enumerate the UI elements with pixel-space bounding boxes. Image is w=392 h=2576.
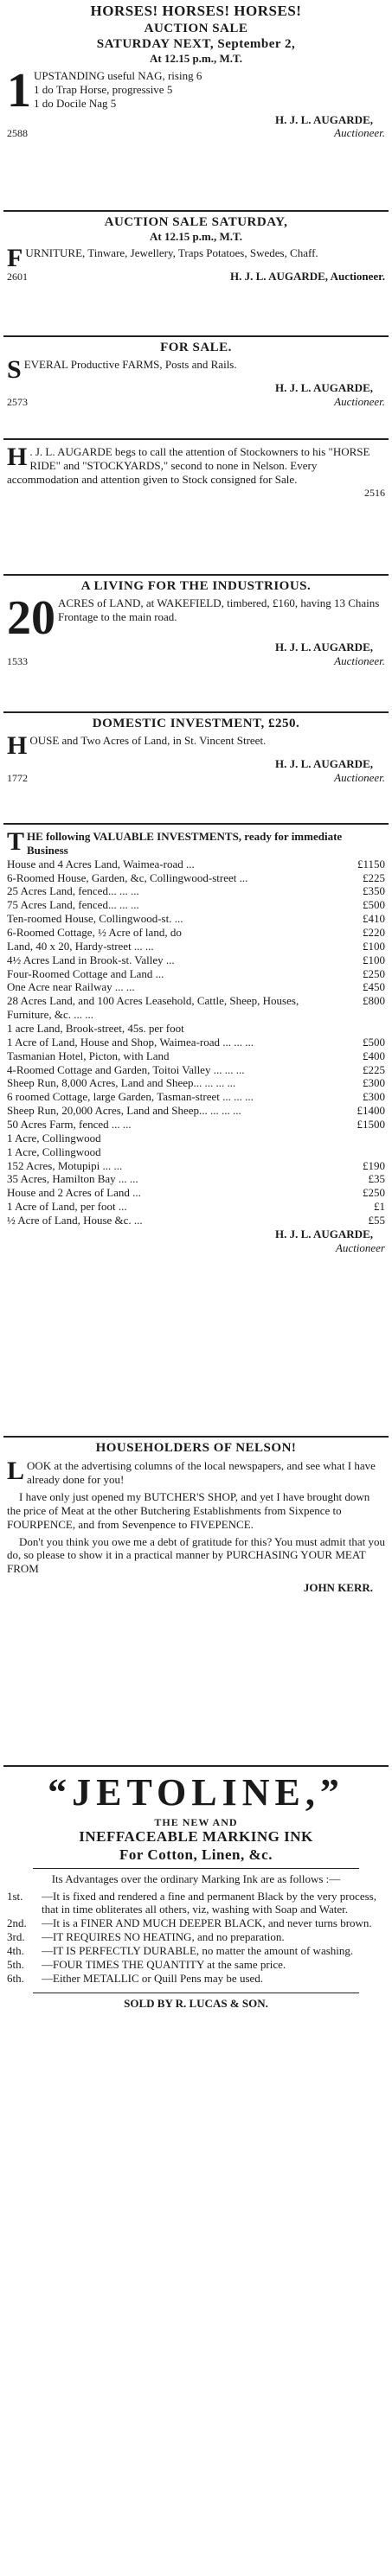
investment-description: 50 Acres Farm, fenced ... ... [7,1118,132,1132]
investment-description: Ten-roomed House, Collingwood-st. ... [7,912,183,926]
investment-price: £800 [363,994,385,1008]
ad-householders-of-nelson [0,1438,392,1765]
ad-text: EVERAL Productive FARMS, Posts and Rails. [23,358,237,372]
investment-description: 28 Acres Land, and 100 Acres Leasehold, Cattle, Sheep, Houses, Furniture, &c. ... ... [7,994,299,1022]
investment-price: £410 [363,912,385,926]
ad-text: URNITURE, Tinware, Jewellery, Traps Potatoes, Swedes, Chaff. [25,246,318,260]
investment-price: £500 [363,898,385,912]
investment-description: House and 4 Acres Land, Waimea-road ... [7,857,195,870]
investment-price: £250 [363,1186,385,1200]
investment-description: 1 Acre of Land, House and Shop, Waimea-road ... ... ... [7,1035,254,1049]
ad-auctioneer: H. J. L. AUGARDE, [274,1227,373,1240]
investment-description: 1 Acre of Land, per foot ... [7,1200,127,1214]
ad-auctioneer: H. J. L. AUGARDE, [274,640,373,654]
investment-price: £220 [363,926,385,940]
feature-ordinal: 4th. [7,1944,24,1958]
investment-description: Four-Roomed Cottage and Land ... [7,966,164,980]
ad-time-line: At 12.15 p.m., M.T. [149,230,242,244]
drop-cap: F [7,244,23,273]
ad-number: 2573 [7,396,28,409]
feature-list [7,1890,385,1986]
feature-item [7,1890,385,1917]
ad-title: FOR SALE. [160,341,232,354]
ad-title: AUCTION SALE [144,21,248,35]
ad-time-line: At 12.15 p.m., M.T. [149,52,242,66]
ad-auctioneer: H. J. L. AUGARDE, [274,112,373,126]
investment-price [344,1022,385,1036]
ad-subtitle: THE NEW AND [154,1815,238,1828]
investment-price [344,1132,385,1145]
divider [33,1868,359,1869]
ad-intro: HE following VALUABLE INVESTMENTS, ready for immediate Business [27,830,343,857]
investment-price: £100 [363,939,385,953]
investment-description: 4½ Acres Land in Brook-st. Valley ... [7,953,175,966]
drop-cap: 1 [7,64,31,118]
feature-text: —It is a FINER AND MUCH DEEPER BLACK, and never turns brown. [42,1916,372,1930]
investment-item [7,1063,385,1077]
feature-item [7,1958,385,1972]
ad-seller: SOLD BY R. LUCAS & SON. [124,1996,268,2010]
investment-item [7,1214,385,1227]
ad-auctioneer: H. J. L. AUGARDE, [274,381,373,395]
ad-paragraph: I have only just opened my BUTCHER'S SHOP, and yet I have brought down the price of Meat at the other Butchering Establishments from Sixpence to FOURPENCE, and from Sevenpence to FIVEPENCE. [7,1490,370,1531]
ad-title: DOMESTIC INVESTMENT, £250. [92,717,300,730]
drop-cap: L [7,1457,25,1486]
ad-auctioneer: H. J. L. AUGARDE, [274,757,373,771]
investment-description: 4-Roomed Cottage and Garden, Toitoi Valley ... ... ... [7,1062,245,1076]
feature-item [7,1916,385,1930]
investment-description: 6 roomed Cottage, large Garden, Tasman-street ... ... ... [7,1090,254,1104]
investment-item [7,1159,385,1173]
feature-item [7,1972,385,1986]
feature-item [7,1930,385,1944]
investment-price: £1150 [357,857,385,870]
investment-description: 152 Acres, Motupipi ... ... [7,1158,123,1172]
feature-item [7,1944,385,1958]
investment-description: 6-Roomed House, Garden, &c, Collingwood-street ... [7,870,248,884]
feature-ordinal: 1st. [7,1889,23,1903]
feature-text: —It is fixed and rendered a fine and permanent Black by the very process, that in time obliterates all others, viz, washing with Soap and Water. [42,1889,376,1916]
investment-item [7,912,385,926]
investment-description: 1 acre Land, Brook-street, 45s. per foot [7,1022,184,1036]
feature-text: —Either METALLIC or Quill Pens may be used. [42,1971,264,1985]
investment-description: 25 Acres Land, fenced... ... ... [7,884,139,898]
investment-item [7,1145,385,1159]
investment-description: 6-Roomed Cottage, ½ Acre of land, do [7,926,182,940]
investment-price: £35 [368,1172,385,1186]
investment-price: £300 [363,1076,385,1090]
investment-price: £55 [368,1214,385,1227]
investment-item [7,1090,385,1104]
ad-signature: JOHN KERR. [303,1581,373,1595]
ad-role: Auctioneer. [334,395,385,409]
investment-description: Land, 40 x 20, Hardy-street ... ... [7,939,154,953]
ad-living-for-industrious [0,576,392,711]
investment-description: Sheep Run, 8,000 Acres, Land and Sheep... ... ... ... [7,1076,236,1090]
investment-price: £250 [363,966,385,980]
investment-item [7,980,385,994]
investment-price: £1400 [357,1104,385,1118]
ad-role: Auctioneer [335,1240,385,1254]
ad-role: Auctioneer. [334,126,385,140]
investment-item [7,1076,385,1090]
feature-text: —FOUR TIMES THE QUANTITY at the same price. [42,1957,286,1971]
drop-cap: H [7,731,28,761]
feature-ordinal: 3rd. [7,1930,25,1944]
ad-date-line: SATURDAY NEXT, September 2, [96,37,296,52]
ad-text: . J. L. AUGARDE begs to call the attention of Stockowners to his "HORSE RIDE" and "STOCKYARDS," second to none in Nelson. Every accommodation and attention given to Stock consigned for Sale. [7,445,370,486]
investment-price: £400 [363,1049,385,1062]
investment-item [7,926,385,940]
investment-item [7,1186,385,1200]
investment-description: ½ Acre of Land, House &c. ... [7,1214,143,1227]
investment-price: £225 [363,870,385,884]
ad-title: INEFFACEABLE MARKING INK [79,1828,313,1846]
investment-price: £350 [363,884,385,898]
investment-price [344,1145,385,1159]
ad-brand: “JETOLINE,” [48,1771,344,1814]
investment-item [7,1132,385,1145]
investment-item [7,1200,385,1214]
investment-item [7,898,385,912]
ad-number: 2516 [364,486,385,499]
investment-item [7,858,385,871]
ad-number: 2601 [7,271,28,284]
investment-price: £450 [363,980,385,994]
investment-price: £500 [363,1035,385,1049]
feature-text: —IT IS PERFECTLY DURABLE, no matter the amount of washing. [42,1944,354,1958]
investment-description: One Acre near Railway ... ... [7,980,135,994]
ad-farms-for-sale [0,337,392,438]
investment-price: £190 [363,1158,385,1172]
investment-item [7,1049,385,1063]
drop-cap: T [7,827,25,856]
ad-text: ACRES of LAND, at WAKEFIELD, timbered, £160, having 13 Chains Frontage to the main road. [58,596,380,624]
ad-paragraph: Don't you think you owe me a debt of gratitude for this? You must admit that you do, so please to show it in a practical manner by PURCHASING YOUR MEAT FROM [7,1534,385,1576]
ad-furniture-auction [0,212,392,335]
investment-list [7,858,385,1227]
ad-valuable-investments [0,825,392,1436]
ad-number: 1533 [7,654,28,667]
ad-text: OUSE and Two Acres of Land, in St. Vincent Street. [29,734,267,748]
ad-title: A LIVING FOR THE INDUSTRIOUS. [80,579,312,593]
investment-item [7,871,385,885]
investment-price: £1 [374,1200,385,1214]
investment-description: 75 Acres Land, fenced... ... ... [7,898,139,912]
ad-horse-ride [0,440,392,574]
ad-item: UPSTANDING useful NAG, rising 6 [34,69,202,83]
ad-item: 1 do Docile Nag 5 [34,96,117,110]
ad-domestic-investment [0,713,392,823]
drop-cap: H [7,443,28,471]
investment-description: Tasmanian Hotel, Picton, with Land [7,1049,170,1062]
ad-number: 2588 [7,127,28,140]
investment-item [7,967,385,981]
investment-item [7,994,385,1022]
ad-intro: Its Advantages over the ordinary Marking Ink are as follows :— [51,1871,341,1885]
investment-description: 1 Acre, Collingwood [7,1145,101,1158]
ad-paragraph: OOK at the advertising columns of the local newspapers, and see what I have already done for you! [27,1459,376,1487]
ad-number: 1772 [7,772,28,785]
investment-item [7,1022,385,1036]
ad-item: 1 do Trap Horse, progressive 5 [34,83,173,97]
investment-item [7,940,385,953]
ad-title: HOUSEHOLDERS OF NELSON! [95,1441,297,1455]
feature-ordinal: 5th. [7,1957,24,1971]
investment-item [7,953,385,967]
investment-item [7,1036,385,1049]
drop-cap: 20 [7,591,55,646]
investment-description: 35 Acres, Hamilton Bay ... ... [7,1172,138,1186]
feature-text: —IT REQUIRES NO HEATING, and no preparation. [42,1930,285,1944]
investment-price: £300 [363,1090,385,1104]
investment-description: 1 Acre, Collingwood [7,1131,101,1145]
investment-price: £1500 [357,1118,385,1132]
ad-banner: HORSES! HORSES! HORSES! [90,3,302,19]
ad-role: Auctioneer. [334,654,385,667]
investment-item [7,1104,385,1118]
feature-ordinal: 6th. [7,1971,24,1985]
ad-title-2: For Cotton, Linen, &c. [119,1846,273,1864]
investment-description: House and 2 Acres of Land ... [7,1186,141,1200]
investment-price: £225 [363,1062,385,1076]
investment-item [7,1118,385,1132]
ad-role: Auctioneer. [334,771,385,785]
ad-title: AUCTION SALE SATURDAY, [104,215,288,229]
feature-ordinal: 2nd. [7,1916,27,1930]
investment-item [7,884,385,898]
ad-auctioneer: H. J. L. AUGARDE, Auctioneer. [230,270,385,284]
investment-description: Sheep Run, 20,000 Acres, Land and Sheep... ... ... ... [7,1104,241,1118]
investment-item [7,1172,385,1186]
ad-horses-auction [0,0,392,210]
drop-cap: S [7,355,22,385]
ad-jetoline-ink [0,1767,392,2222]
investment-price: £100 [363,953,385,966]
